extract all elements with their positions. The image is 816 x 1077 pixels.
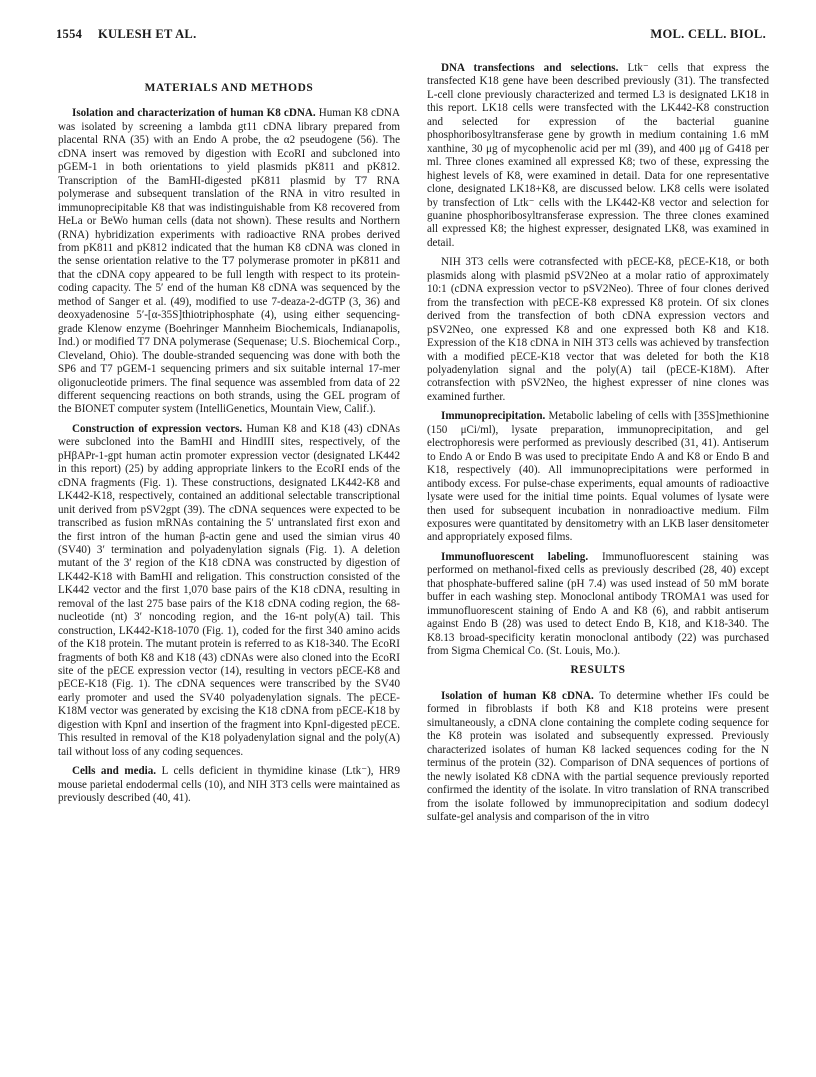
paragraph-heading: Immunoprecipitation. <box>441 410 546 423</box>
paragraph-body: Ltk⁻ cells that express the transfected K18 gene have been described previously (31). The transfected L-cell clone previously characterized and termed L3 is designated LK18 in this report. LK18 cells were transfected with the LK442-K8 construction and selected for expression of the bacterial guanine phosphoribosyltransferase gene by growth in medium containing 1.6 mM xanthine, 30 μg of mycophenolic acid per ml (39), and 400 μg of G418 per ml. Three clones examined all expressed K8; two of these, expressing the highest levels of K8, were examined in detail. Data for one representative clone, designated LK18+K8, are discussed below. LK8 cells were isolated by transfection of Ltk⁻ cells with the LK442-K8 vector and selection for guanine phosphoribosyltransferase expression. The three clones examined all expressed K8; the highest expresser, designated LK8, was examined in detail. <box>427 62 770 249</box>
paragraph-expression-vectors <box>58 423 400 759</box>
left-column <box>58 62 400 812</box>
section-title-results: RESULTS <box>570 664 626 677</box>
journal-name: MOL. CELL. BIOL. <box>650 27 766 41</box>
paragraph-heading: Immunofluorescent labeling. <box>441 550 589 563</box>
paragraph-immunofluorescence <box>427 551 769 659</box>
paragraph-heading: DNA transfections and selections. <box>441 62 619 74</box>
running-authors: KULESH ET AL. <box>98 27 197 41</box>
paragraph-cells-media <box>58 765 400 805</box>
right-column <box>427 62 769 830</box>
paragraph-transfections <box>427 62 769 250</box>
paragraph-nih3t3-cotransfection: NIH 3T3 cells were cotransfected with pECE-K8, pECE-K18, or both plasmids along with plasmid pSV2Neo at a molar ratio of approximately 10:1 (cDNA expression vector to pSV2Neo). Three of four clones derived from the transfection with pECE-K8 expressed K8 protein. Of six clones derived from the transfection of both cDNA expression vectors and pSV2Neo, one expressed K8 and one expressed both K8 and K18. Expression of the K18 cDNA in NIH 3T3 cells was achieved by transfection with a modified pECE-K18 vector that was deleted for both the K18 polyadenylation signal and the poly(A) tail (pECE-K18M). After cotransfection with pSV2Neo, the highest expresser of nine clones was examined further. <box>427 256 769 403</box>
paragraph-heading: Isolation of human K8 cDNA. <box>441 689 594 702</box>
paragraph-body: Immunofluorescent staining was performed on methanol-fixed cells as previously described (28, 40) except that phosphate-buffered saline (pH 7.4) was used instead of 50 mM borate buffer in each washing step. Monoclonal antibody TROMA1 was used for immunofluorescent staining of Endo A and K8 (6), and rabbit antiserum against Endo B (28) was used to detect Endo B, K18, and K18-340. The K8.13 broad-specificity keratin monoclonal antibody (22) was purchased from Sigma Chemical Co. (St. Louis, Mo.). <box>427 550 769 658</box>
page-number: 1554 <box>56 27 83 41</box>
paragraph-heading: Cells and media. <box>72 765 157 778</box>
paragraph-k8-cdna-isolation <box>58 107 400 416</box>
paragraph-heading: Isolation and characterization of human K8 cDNA. <box>72 107 316 120</box>
paragraph-heading: Construction of expression vectors. <box>72 422 243 435</box>
paragraph-body: To determine whether IFs could be formed in fibroblasts if both K8 and K18 proteins were present simultaneously, a cDNA clone containing the complete coding sequence for the K8 protein was isolated and subsequently expressed. Previously characterized isolates of human K8 lacked sequences coding for the N terminus of the protein (32). Comparison of DNA sequences of portions of the newly isolated K8 cDNA with the partial sequence previously reported confirmed the identity of the isolate. In vitro translation of RNA transcribed from the isolate followed by immunoprecipitation and sodium dodecyl sulfate-gel analysis and comparison of the in vitro <box>427 689 769 824</box>
running-header <box>56 27 766 47</box>
paragraph-immunoprecipitation <box>427 410 769 545</box>
paragraph-body: L cells deficient in thymidine kinase (Ltk⁻), HR9 mouse parietal endodermal cells (10), and NIH 3T3 cells were maintained as previously described (40, 41). <box>58 765 401 805</box>
paragraph-results-k8-isolation <box>427 690 769 825</box>
paragraph-body: Human K8 cDNA was isolated by screening a lambda gt11 cDNA library prepared from placental RNA (35) with an Endo A probe, the α2 pseudogene (56). The cDNA insert was removed by digestion with EcoRI and subcloned into pGEM-1 in both orientations to yield plasmids pK811 and pK812. Transcription of the BamHI-digested pK811 plasmid by T7 RNA polymerase and subsequent translation of the RNA in vitro resulted in immunoprecipitable K8 that was indistinguishable from K8 recovered from HeLa or BeWo human cells (data not shown). These results and Northern (RNA) hybridization experiments with radioactive RNA probes derived from pK811 and pK812 indicated that the human K8 cDNA was cloned in the sense orientation relative to the T7 polymerase promoter in pK811 and that the cDNA copy appeared to be full length with respect to its protein-coding capacity. The 5′ end of the human K8 cDNA was sequenced by the method of Sanger et al. (49), modified to use 7-deaza-2-dGTP (3, 36) and deoxyadenosine 5′-[α-35S]thiotriphosphate (4), using either sequencing-grade Klenow enzyme (Boehringer Mannheim Biochemicals, Indianapolis, Ind.) or modified T7 DNA polymerase (Sequenase; U.S. Biochemical Corp., Cleveland, Ohio). The double-stranded sequencing was done with both the SP6 and T7 pGEM-1 sequencing primers and six suitable internal 17-mer oligonucleotide primers. The final sequence was assembled from data of 22 different sequencing reactions on both strands, using the GEL program of the BIONET computer system (IntelliGenetics, Mountain View, Calif.). <box>58 107 401 416</box>
paragraph-body: Human K8 and K18 (43) cDNAs were subcloned into the BamHI and HindIII sites, respectively, of the pHβAPr-1-gpt human actin promoter expression vector (designated LK442 in this report) (25) by adding appropriate linkers to the EcoRI ends of the cDNA fragments (Fig. 1). These constructions, designated LK442-K8 and LK442-K18, respectively, contained an additional selectable transcriptional unit derived from pSV2gpt (39). The cDNA sequences were expected to be transcribed as fusion mRNAs containing the 5′ untranslated first exon and the first intron of the human β-actin gene and used the simian virus 40 (SV40) 3′ termination and polyadenylation signals (Fig. 1). A deletion mutant of the 3′ region of the K18 cDNA was constructed by digestion of LK442-K18 with BamHI and religation. This construction consisted of the LK442 vector and the first 1,070 base pairs of the K18 cDNA, resulting in removal of the last 275 base pairs of the K18 cDNA coding region, the 68-nucleotide (nt) 3′ noncoding region, and the 16-nt poly(A) tail. This construction, LK442-K18-1070 (Fig. 1), coded for the first 340 amino acids of the K18 protein. The mutant protein is referred to as K18-340. The EcoRI fragments of both K8 and K18 (43) cDNAs were also cloned into the EcoRI site of the pECE expression vector (14), resulting in vectors pECE-K8 and pECE-K18 (Fig. 1). The cDNA sequences were transcribed by the SV40 early promoter and used the SV40 polyadenylation signals. The pECE-K18M vector was generated by excising the K18 cDNA from pECE-K18 by digestion with KpnI and insertion of the fragment into KpnI-digested pECE. This resulted in removal of the K18 polyadenylation signal and the poly(A) tail without loss of any coding sequences. <box>58 422 400 758</box>
section-title-methods: MATERIALS AND METHODS <box>144 82 314 94</box>
paragraph-body: Metabolic labeling of cells with [35S]methionine (150 μCi/ml), lysate preparation, immunoprecipitation, and gel electrophoresis were performed as previously described (31, 41). Antiserum to Endo A or Endo B was used to precipitate Endo A and K8 or Endo B and K18, respectively (40). All immunoprecipitations were performed in antibody excess. For pulse-chase experiments, equal amounts of radioactive lysate were used for the initial time points. Equal volumes of lysate were then used for subsequent incubation in nonradioactive medium. Film exposures were quantitated by densitometry with an LKB laser densitometer and appropriately exposed films. <box>427 410 769 544</box>
